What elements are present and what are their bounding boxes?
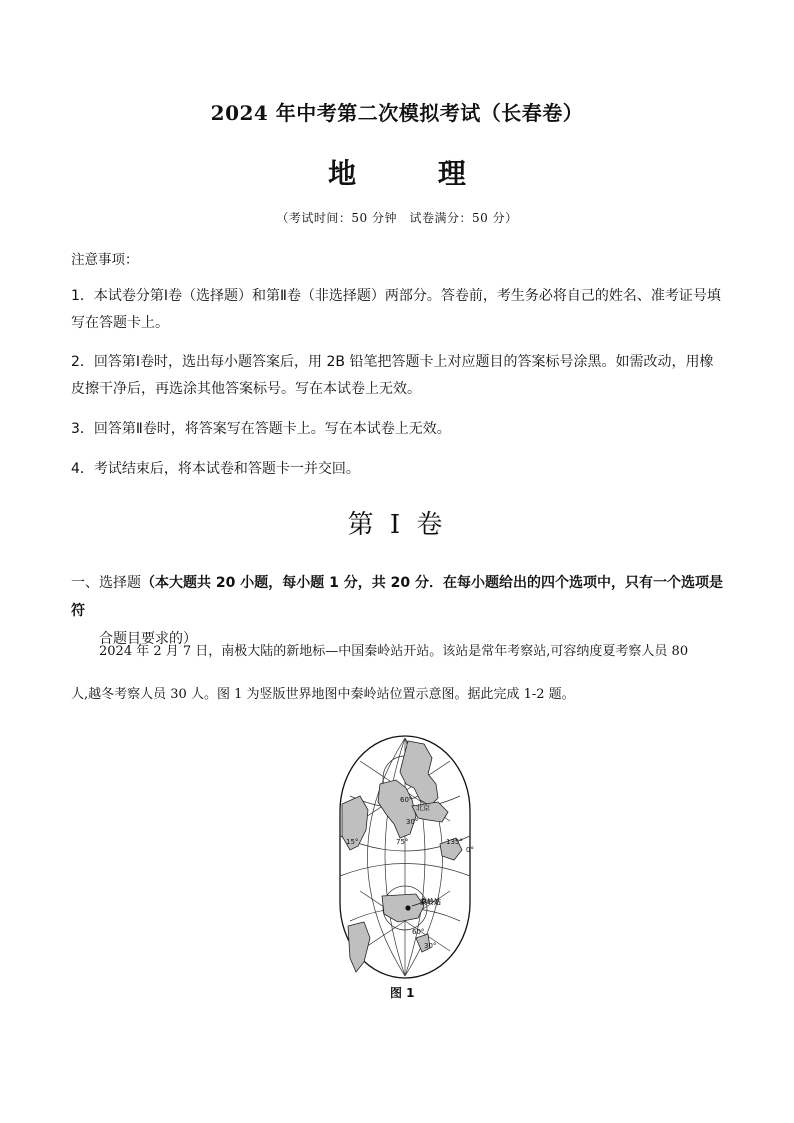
notice-item: 2．回答第Ⅰ卷时，选出每小题答案后，用 2B 铅笔把答题卡上对应题目的答案标号涂黑。如需改动，用橡皮擦干净后，再选涂其他答案标号。写在本试卷上无效。 [71, 354, 714, 397]
label-equator: 0° [466, 846, 474, 854]
label-lat60: 60° [400, 796, 413, 804]
label-s60: 60° [412, 928, 425, 936]
notice-item: 1．本试卷分第Ⅰ卷（选择题）和第Ⅱ卷（非选择题）两部分。答卷前，考生务必将自己的姓名、准考证号填写在答题卡上。 [71, 288, 721, 331]
notice-item: 3．回答第Ⅱ卷时，将答案写在答题卡上。写在本试卷上无效。 [71, 421, 451, 437]
label-lon135: 135° [446, 838, 463, 846]
station-marker [405, 905, 410, 910]
section-instruction: （本大题共 20 小题，每小题 1 分，共 20 分．在每小题给出的四个选项中，只有一个选项是符 [71, 575, 723, 619]
section-instruction-cont: 合题目要求的） [99, 631, 197, 647]
world-map-figure [320, 726, 490, 988]
volume-title: 第 I 卷 [347, 510, 447, 540]
label-lat30: 30° [406, 818, 419, 826]
figure-caption: 图 1 [390, 986, 415, 1000]
label-s30: 30° [424, 942, 437, 950]
label-beijing: 北京 [416, 804, 430, 812]
notice-item: 4．考试结束后，将本试卷和答题卡一并交回。 [71, 461, 360, 477]
passage-line: 人,越冬考察人员 30 人。图 1 为竖版世界地图中秦岭站位置示意图。据此完成 1-2 题。 [71, 687, 575, 702]
label-lon75: 75° [396, 838, 409, 846]
passage-line: 2024 年 2 月 7 日，南极大陆的新地标—中国秦岭站开站。该站是常年考察站,可容纳度夏考察人员 80 [99, 644, 689, 659]
subject-title: 地 理 [328, 157, 502, 190]
exam-title: 2024 年中考第二次模拟考试（长春卷） [210, 101, 584, 125]
label-station: 秦岭站 [420, 898, 441, 906]
label-lon15: 15° [346, 838, 359, 846]
section-label: 一、选择题 [71, 575, 141, 591]
exam-info: （考试时间：50 分钟 试卷满分：50 分） [276, 211, 518, 225]
continents [342, 741, 462, 972]
notice-heading: 注意事项： [71, 252, 139, 268]
